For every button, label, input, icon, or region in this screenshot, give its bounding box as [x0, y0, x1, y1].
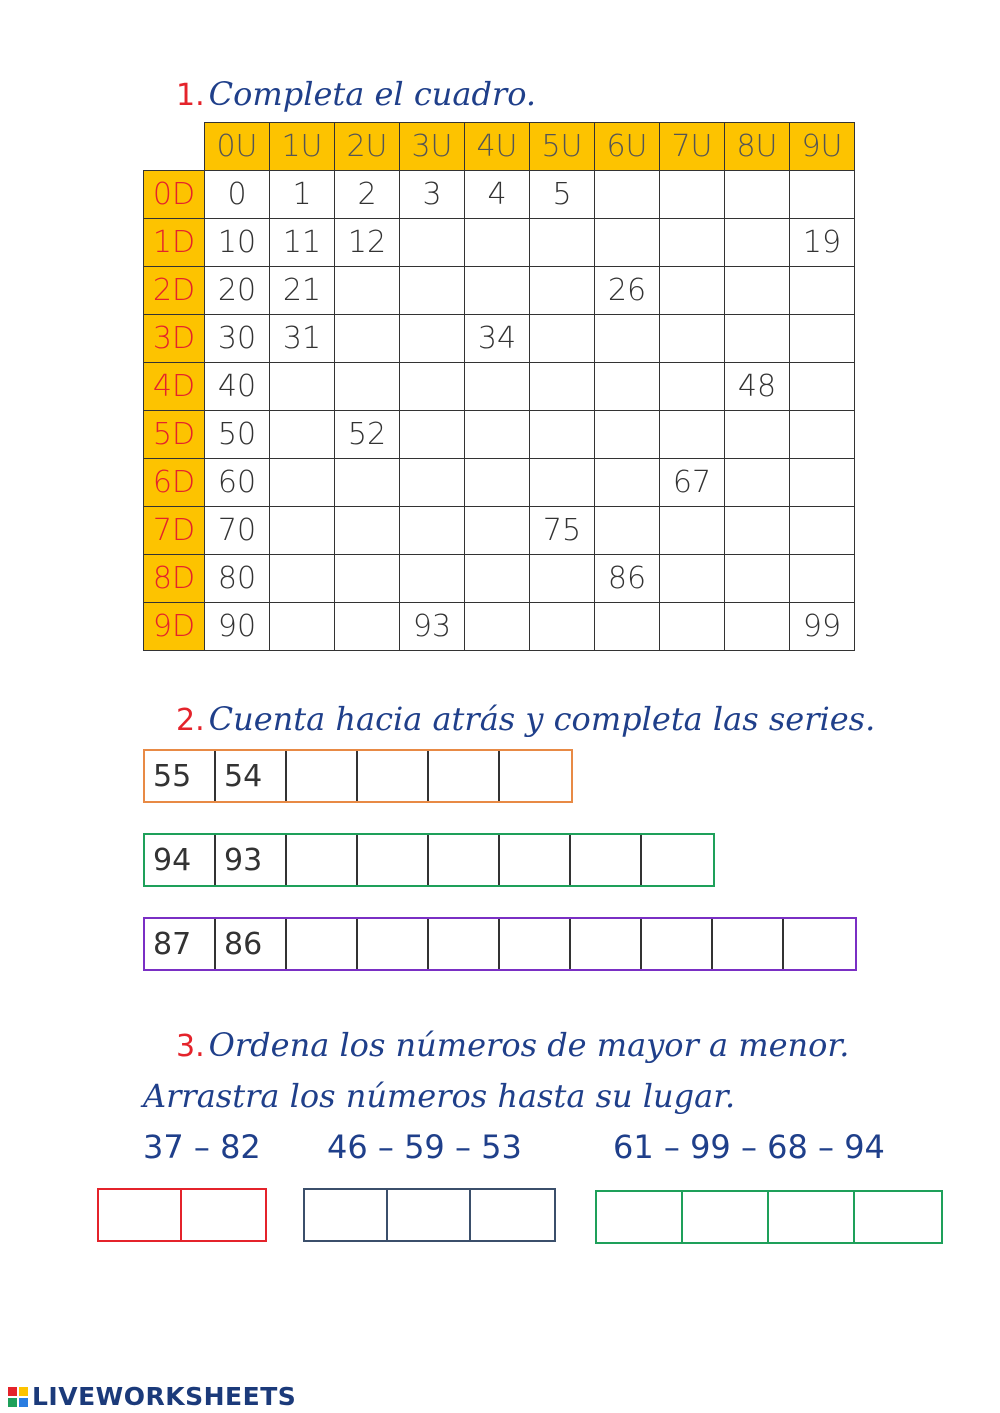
series-answer-cell[interactable]	[287, 835, 358, 885]
given-cell: 26	[595, 267, 660, 315]
given-cell: 93	[400, 603, 465, 651]
column-header-2U: 2U	[335, 123, 400, 171]
drop-slot[interactable]	[471, 1190, 554, 1240]
answer-cell[interactable]	[530, 555, 595, 603]
answer-slots-group-1	[97, 1188, 267, 1242]
answer-cell[interactable]	[790, 267, 855, 315]
drop-slot[interactable]	[99, 1190, 182, 1240]
answer-cell[interactable]	[335, 315, 400, 363]
answer-cell[interactable]	[400, 219, 465, 267]
answer-cell[interactable]	[595, 219, 660, 267]
answer-cell[interactable]	[660, 555, 725, 603]
given-cell: 75	[530, 507, 595, 555]
column-header-1U: 1U	[270, 123, 335, 171]
answer-cell[interactable]	[790, 171, 855, 219]
series-answer-cell[interactable]	[500, 835, 571, 885]
table-corner	[144, 123, 205, 171]
given-cell: 11	[270, 219, 335, 267]
answer-cell[interactable]	[660, 411, 725, 459]
answer-cell[interactable]	[725, 555, 790, 603]
given-cell: 40	[205, 363, 270, 411]
answer-cell[interactable]	[530, 363, 595, 411]
answer-cell[interactable]	[725, 603, 790, 651]
series-cell-value: 87	[153, 926, 192, 962]
given-cell: 1	[270, 171, 335, 219]
series-answer-cell[interactable]	[358, 835, 429, 885]
series-given-cell	[216, 919, 287, 969]
series-cell-value: 54	[224, 758, 263, 794]
answer-cell[interactable]	[725, 267, 790, 315]
answer-cell[interactable]	[465, 411, 530, 459]
answer-cell[interactable]	[790, 555, 855, 603]
answer-cell[interactable]	[270, 555, 335, 603]
drop-slot[interactable]	[855, 1192, 941, 1242]
series-given-cell	[145, 751, 216, 801]
answer-cell[interactable]	[790, 315, 855, 363]
answer-cell[interactable]	[660, 267, 725, 315]
given-cell: 12	[335, 219, 400, 267]
answer-cell[interactable]	[530, 219, 595, 267]
table-row	[144, 459, 855, 507]
column-header-8U: 8U	[725, 123, 790, 171]
series-answer-cell[interactable]	[500, 919, 571, 969]
answer-cell[interactable]	[465, 507, 530, 555]
drop-slot[interactable]	[182, 1190, 265, 1240]
given-cell: 2	[335, 171, 400, 219]
answer-cell[interactable]	[530, 603, 595, 651]
column-header-9U: 9U	[790, 123, 855, 171]
row-header-0D: 0D	[144, 171, 205, 219]
answer-cell[interactable]	[725, 459, 790, 507]
exercise-2-number: 2.	[176, 703, 205, 738]
exercise-1-title	[176, 75, 537, 113]
series-given-cell	[145, 835, 216, 885]
series-answer-cell[interactable]	[358, 919, 429, 969]
table-row	[144, 315, 855, 363]
answer-cell[interactable]	[465, 219, 530, 267]
given-cell: 99	[790, 603, 855, 651]
answer-cell[interactable]	[465, 363, 530, 411]
given-cell: 80	[205, 555, 270, 603]
answer-cell[interactable]	[270, 363, 335, 411]
answer-cell[interactable]	[335, 459, 400, 507]
answer-cell[interactable]	[660, 363, 725, 411]
answer-cell[interactable]	[790, 459, 855, 507]
series-answer-cell[interactable]	[429, 919, 500, 969]
answer-slots-group-2	[303, 1188, 556, 1242]
series-answer-cell[interactable]	[358, 751, 429, 801]
answer-cell[interactable]	[530, 315, 595, 363]
table-row	[144, 363, 855, 411]
answer-cell[interactable]	[660, 315, 725, 363]
number-group-2[interactable]: 46 – 59 – 53	[327, 1128, 522, 1166]
row-header-7D: 7D	[144, 507, 205, 555]
answer-cell[interactable]	[595, 603, 660, 651]
drop-slot[interactable]	[597, 1192, 683, 1242]
series-cell-value: 94	[153, 842, 192, 878]
answer-cell[interactable]	[335, 507, 400, 555]
answer-cell[interactable]	[660, 219, 725, 267]
given-cell: 20	[205, 267, 270, 315]
series-given-cell	[216, 751, 287, 801]
table-row	[144, 555, 855, 603]
number-group-1[interactable]: 37 – 82	[143, 1128, 261, 1166]
series-answer-cell[interactable]	[784, 919, 855, 969]
drop-slot[interactable]	[388, 1190, 471, 1240]
answer-cell[interactable]	[595, 411, 660, 459]
series-given-cell	[145, 919, 216, 969]
answer-cell[interactable]	[400, 315, 465, 363]
answer-cell[interactable]	[270, 459, 335, 507]
column-header-6U: 6U	[595, 123, 660, 171]
series-cell-value: 86	[224, 926, 263, 962]
answer-cell[interactable]	[660, 603, 725, 651]
answer-cell[interactable]	[400, 459, 465, 507]
series-answer-cell[interactable]	[500, 751, 571, 801]
drop-slot[interactable]	[769, 1192, 855, 1242]
answer-cell[interactable]	[595, 507, 660, 555]
answer-cell[interactable]	[790, 507, 855, 555]
answer-cell[interactable]	[335, 363, 400, 411]
given-cell: 70	[205, 507, 270, 555]
column-header-0U: 0U	[205, 123, 270, 171]
answer-cell[interactable]	[595, 315, 660, 363]
answer-cell[interactable]	[660, 507, 725, 555]
given-cell: 0	[205, 171, 270, 219]
series-answer-cell[interactable]	[287, 751, 358, 801]
given-cell: 34	[465, 315, 530, 363]
answer-cell[interactable]	[400, 363, 465, 411]
exercise-3-title-text: Ordena los números de mayor a menor.	[208, 1026, 850, 1064]
series-answer-cell[interactable]	[642, 835, 713, 885]
answer-cell[interactable]	[465, 459, 530, 507]
row-header-9D: 9D	[144, 603, 205, 651]
given-cell: 90	[205, 603, 270, 651]
series-answer-cell[interactable]	[642, 919, 713, 969]
answer-cell[interactable]	[725, 171, 790, 219]
drop-slot[interactable]	[683, 1192, 769, 1242]
answer-cell[interactable]	[465, 603, 530, 651]
row-header-3D: 3D	[144, 315, 205, 363]
table-row	[144, 267, 855, 315]
exercise-1-number: 1.	[176, 78, 205, 113]
given-cell: 52	[335, 411, 400, 459]
table-row	[144, 411, 855, 459]
answer-cell[interactable]	[595, 459, 660, 507]
row-header-4D: 4D	[144, 363, 205, 411]
given-cell: 86	[595, 555, 660, 603]
liveworksheets-logo[interactable]	[8, 1382, 296, 1411]
answer-cell[interactable]	[270, 411, 335, 459]
answer-cell[interactable]	[270, 507, 335, 555]
column-header-3U: 3U	[400, 123, 465, 171]
drop-slot[interactable]	[305, 1190, 388, 1240]
row-header-1D: 1D	[144, 219, 205, 267]
answer-cell[interactable]	[465, 267, 530, 315]
series-answer-cell[interactable]	[287, 919, 358, 969]
given-cell: 30	[205, 315, 270, 363]
answer-cell[interactable]	[725, 507, 790, 555]
series-answer-cell[interactable]	[571, 919, 642, 969]
series-cell-value: 93	[224, 842, 263, 878]
answer-cell[interactable]	[790, 363, 855, 411]
answer-cell[interactable]	[335, 603, 400, 651]
answer-cell[interactable]	[595, 363, 660, 411]
series-row-3	[143, 917, 857, 971]
exercise-2-title-text: Cuenta hacia atrás y completa las series.	[208, 700, 876, 738]
logo-text: LIVEWORKSHEETS	[32, 1382, 297, 1411]
given-cell: 60	[205, 459, 270, 507]
column-header-7U: 7U	[660, 123, 725, 171]
series-given-cell	[216, 835, 287, 885]
given-cell: 4	[465, 171, 530, 219]
exercise-1-title-text: Completa el cuadro.	[208, 75, 537, 113]
answer-cell[interactable]	[335, 267, 400, 315]
answer-slots-group-3	[595, 1190, 943, 1244]
answer-cell[interactable]	[530, 459, 595, 507]
given-cell: 48	[725, 363, 790, 411]
series-answer-cell[interactable]	[429, 751, 500, 801]
row-header-6D: 6D	[144, 459, 205, 507]
series-answer-cell[interactable]	[571, 835, 642, 885]
given-cell: 50	[205, 411, 270, 459]
answer-cell[interactable]	[725, 219, 790, 267]
given-cell: 67	[660, 459, 725, 507]
row-header-8D: 8D	[144, 555, 205, 603]
column-header-4U: 4U	[465, 123, 530, 171]
series-row-1	[143, 749, 573, 803]
given-cell: 19	[790, 219, 855, 267]
answer-cell[interactable]	[400, 267, 465, 315]
answer-cell[interactable]	[400, 555, 465, 603]
answer-cell[interactable]	[530, 411, 595, 459]
series-cell-value: 55	[153, 758, 192, 794]
given-cell: 10	[205, 219, 270, 267]
answer-cell[interactable]	[270, 603, 335, 651]
table-row	[144, 171, 855, 219]
logo-blocks-icon	[8, 1387, 28, 1407]
table-row	[144, 507, 855, 555]
answer-cell[interactable]	[400, 507, 465, 555]
answer-cell[interactable]	[335, 555, 400, 603]
exercise-3-number: 3.	[176, 1029, 205, 1064]
answer-cell[interactable]	[725, 315, 790, 363]
given-cell: 5	[530, 171, 595, 219]
table-row	[144, 603, 855, 651]
answer-cell[interactable]	[790, 411, 855, 459]
table-row	[144, 219, 855, 267]
row-header-2D: 2D	[144, 267, 205, 315]
answer-cell[interactable]	[595, 171, 660, 219]
number-group-3[interactable]: 61 – 99 – 68 – 94	[613, 1128, 885, 1166]
given-cell: 3	[400, 171, 465, 219]
given-cell: 31	[270, 315, 335, 363]
answer-cell[interactable]	[660, 171, 725, 219]
series-answer-cell[interactable]	[713, 919, 784, 969]
row-header-5D: 5D	[144, 411, 205, 459]
answer-cell[interactable]	[725, 411, 790, 459]
answer-cell[interactable]	[465, 555, 530, 603]
given-cell: 21	[270, 267, 335, 315]
exercise-3-title	[176, 1026, 850, 1064]
series-row-2	[143, 833, 715, 887]
exercise-3-subtitle: Arrastra los números hasta su lugar.	[143, 1077, 736, 1115]
exercise-2-title	[176, 700, 876, 738]
column-header-5U: 5U	[530, 123, 595, 171]
answer-cell[interactable]	[530, 267, 595, 315]
hundred-chart-table	[143, 122, 855, 651]
series-answer-cell[interactable]	[429, 835, 500, 885]
answer-cell[interactable]	[400, 411, 465, 459]
